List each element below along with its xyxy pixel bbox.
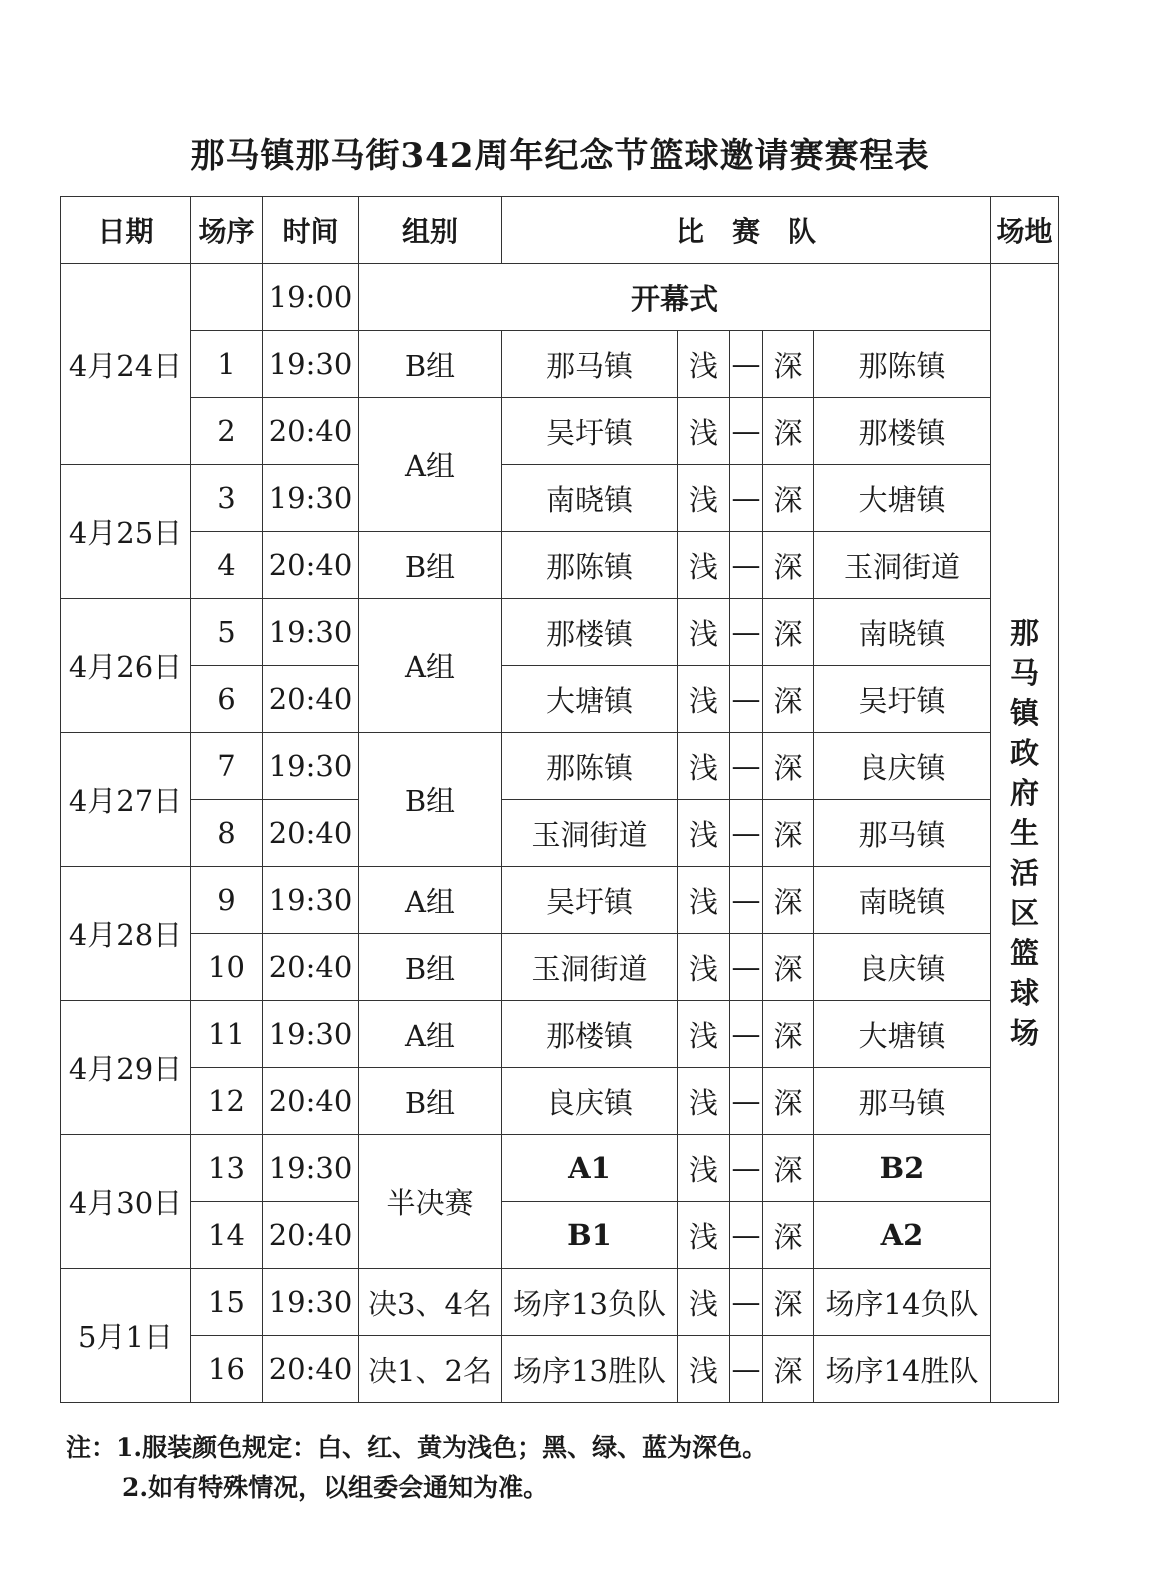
dark-label: 深 bbox=[763, 599, 814, 666]
light-label: 浅 bbox=[678, 465, 730, 532]
dash: — bbox=[730, 532, 763, 599]
dash: — bbox=[730, 1202, 763, 1269]
date-cell: 4月25日 bbox=[61, 465, 191, 599]
dark-label: 深 bbox=[763, 1001, 814, 1068]
seq-cell: 3 bbox=[191, 465, 263, 532]
venue-char: 场 bbox=[1009, 1016, 1039, 1050]
date-cell: 4月28日 bbox=[61, 867, 191, 1001]
home-team: 那陈镇 bbox=[502, 733, 678, 800]
seq-cell: 2 bbox=[191, 398, 263, 465]
away-team: A2 bbox=[814, 1202, 991, 1269]
table-row bbox=[61, 1001, 1059, 1068]
seq-cell: 5 bbox=[191, 599, 263, 666]
light-label: 浅 bbox=[678, 1001, 730, 1068]
dark-label: 深 bbox=[763, 800, 814, 867]
seq-cell: 11 bbox=[191, 1001, 263, 1068]
group-cell: B组 bbox=[359, 532, 502, 599]
group-cell: B组 bbox=[359, 1068, 502, 1135]
home-team: 那楼镇 bbox=[502, 1001, 678, 1068]
dash: — bbox=[730, 465, 763, 532]
dash: — bbox=[730, 331, 763, 398]
seq-cell: 9 bbox=[191, 867, 263, 934]
dash: — bbox=[730, 867, 763, 934]
table-row bbox=[61, 331, 1059, 398]
time-cell: 19:30 bbox=[263, 1269, 359, 1336]
away-team: 大塘镇 bbox=[814, 1001, 991, 1068]
seq-cell: 4 bbox=[191, 532, 263, 599]
date-cell: 4月27日 bbox=[61, 733, 191, 867]
away-team: 大塘镇 bbox=[814, 465, 991, 532]
group-cell: A组 bbox=[359, 599, 502, 733]
away-team: B2 bbox=[814, 1135, 991, 1202]
light-label: 浅 bbox=[678, 1068, 730, 1135]
table-row bbox=[61, 264, 1059, 331]
date-cell: 4月26日 bbox=[61, 599, 191, 733]
seq-cell: 1 bbox=[191, 331, 263, 398]
date-cell: 4月30日 bbox=[61, 1135, 191, 1269]
home-team: B1 bbox=[502, 1202, 678, 1269]
table-row bbox=[61, 1336, 1059, 1403]
table-row bbox=[61, 666, 1059, 733]
time-cell: 19:30 bbox=[263, 867, 359, 934]
venue-char: 那 bbox=[1009, 616, 1039, 650]
table-row bbox=[61, 398, 1059, 465]
venue-char: 生 bbox=[1009, 816, 1039, 850]
dark-label: 深 bbox=[763, 398, 814, 465]
header-group: 组别 bbox=[359, 197, 502, 264]
group-cell: 决1、2名 bbox=[359, 1336, 502, 1403]
dash: — bbox=[730, 800, 763, 867]
away-team: 南晓镇 bbox=[814, 867, 991, 934]
time-cell: 19:30 bbox=[263, 599, 359, 666]
seq-cell: 13 bbox=[191, 1135, 263, 1202]
light-label: 浅 bbox=[678, 331, 730, 398]
time-cell: 19:30 bbox=[263, 733, 359, 800]
home-team: 场序13负队 bbox=[502, 1269, 678, 1336]
away-team: 南晓镇 bbox=[814, 599, 991, 666]
time-cell: 20:40 bbox=[263, 1336, 359, 1403]
dash: — bbox=[730, 1068, 763, 1135]
dash: — bbox=[730, 1001, 763, 1068]
group-cell: 决3、4名 bbox=[359, 1269, 502, 1336]
home-team: 吴圩镇 bbox=[502, 867, 678, 934]
note-line-2: 2.如有特殊情况，以组委会通知为准。 bbox=[122, 1473, 549, 1502]
home-team: 玉洞街道 bbox=[502, 800, 678, 867]
notes bbox=[66, 1428, 767, 1508]
date-cell: 4月24日 bbox=[61, 264, 191, 465]
dash: — bbox=[730, 1336, 763, 1403]
time-cell: 20:40 bbox=[263, 800, 359, 867]
dark-label: 深 bbox=[763, 733, 814, 800]
home-team: 那陈镇 bbox=[502, 532, 678, 599]
group-cell: A组 bbox=[359, 1001, 502, 1068]
page-title: 那马镇那马街342周年纪念节篮球邀请赛赛程表 bbox=[190, 136, 930, 176]
away-team: 良庆镇 bbox=[814, 934, 991, 1001]
away-team: 吴圩镇 bbox=[814, 666, 991, 733]
time-cell: 20:40 bbox=[263, 1068, 359, 1135]
venue-char: 篮 bbox=[1009, 936, 1039, 970]
table-row bbox=[61, 599, 1059, 666]
venue-char: 区 bbox=[1009, 896, 1039, 930]
table-row bbox=[61, 733, 1059, 800]
table-row bbox=[61, 532, 1059, 599]
seq-cell: 15 bbox=[191, 1269, 263, 1336]
away-team: 玉洞街道 bbox=[814, 532, 991, 599]
dark-label: 深 bbox=[763, 1202, 814, 1269]
dash: — bbox=[730, 934, 763, 1001]
venue-char: 府 bbox=[1009, 776, 1039, 810]
seq-cell bbox=[191, 264, 263, 331]
away-team: 那楼镇 bbox=[814, 398, 991, 465]
away-team: 场序14胜队 bbox=[814, 1336, 991, 1403]
group-cell: B组 bbox=[359, 331, 502, 398]
light-label: 浅 bbox=[678, 532, 730, 599]
table-row bbox=[61, 1269, 1059, 1336]
light-label: 浅 bbox=[678, 934, 730, 1001]
header-date: 日期 bbox=[61, 197, 191, 264]
header-teams: 比 赛 队 bbox=[502, 197, 991, 264]
dash: — bbox=[730, 599, 763, 666]
light-label: 浅 bbox=[678, 599, 730, 666]
home-team: 玉洞街道 bbox=[502, 934, 678, 1001]
home-team: 那楼镇 bbox=[502, 599, 678, 666]
time-cell: 20:40 bbox=[263, 934, 359, 1001]
table-row bbox=[61, 867, 1059, 934]
header-venue: 场地 bbox=[991, 197, 1059, 264]
venue-char: 马 bbox=[1009, 656, 1039, 690]
time-cell: 19:30 bbox=[263, 465, 359, 532]
group-cell: A组 bbox=[359, 398, 502, 532]
seq-cell: 8 bbox=[191, 800, 263, 867]
away-team: 那马镇 bbox=[814, 1068, 991, 1135]
dash: — bbox=[730, 733, 763, 800]
header-row bbox=[61, 197, 1059, 264]
home-team: 大塘镇 bbox=[502, 666, 678, 733]
dark-label: 深 bbox=[763, 666, 814, 733]
seq-cell: 16 bbox=[191, 1336, 263, 1403]
away-team: 良庆镇 bbox=[814, 733, 991, 800]
home-team: 南晓镇 bbox=[502, 465, 678, 532]
date-cell: 4月29日 bbox=[61, 1001, 191, 1135]
dash: — bbox=[730, 666, 763, 733]
group-cell: B组 bbox=[359, 733, 502, 867]
time-cell: 19:00 bbox=[263, 264, 359, 331]
note-line-1: 注：1.服装颜色规定：白、红、黄为浅色；黑、绿、蓝为深色。 bbox=[66, 1433, 768, 1462]
venue-char: 政 bbox=[1009, 736, 1039, 770]
group-cell: B组 bbox=[359, 934, 502, 1001]
home-team: A1 bbox=[502, 1135, 678, 1202]
group-cell: A组 bbox=[359, 867, 502, 934]
table-row bbox=[61, 934, 1059, 1001]
header-seq: 场序 bbox=[191, 197, 263, 264]
time-cell: 20:40 bbox=[263, 666, 359, 733]
light-label: 浅 bbox=[678, 1135, 730, 1202]
home-team: 吴圩镇 bbox=[502, 398, 678, 465]
time-cell: 19:30 bbox=[263, 331, 359, 398]
dark-label: 深 bbox=[763, 934, 814, 1001]
light-label: 浅 bbox=[678, 398, 730, 465]
seq-cell: 7 bbox=[191, 733, 263, 800]
time-cell: 19:30 bbox=[263, 1001, 359, 1068]
away-team: 场序14负队 bbox=[814, 1269, 991, 1336]
dark-label: 深 bbox=[763, 331, 814, 398]
seq-cell: 10 bbox=[191, 934, 263, 1001]
table-row bbox=[61, 1068, 1059, 1135]
dash: — bbox=[730, 1269, 763, 1336]
seq-cell: 14 bbox=[191, 1202, 263, 1269]
dark-label: 深 bbox=[763, 1336, 814, 1403]
dark-label: 深 bbox=[763, 867, 814, 934]
light-label: 浅 bbox=[678, 1202, 730, 1269]
venue-char: 球 bbox=[1009, 976, 1039, 1010]
dash: — bbox=[730, 398, 763, 465]
dark-label: 深 bbox=[763, 1068, 814, 1135]
light-label: 浅 bbox=[678, 1336, 730, 1403]
home-team: 那马镇 bbox=[502, 331, 678, 398]
table-row bbox=[61, 465, 1059, 532]
table-row bbox=[61, 1135, 1059, 1202]
dark-label: 深 bbox=[763, 1269, 814, 1336]
light-label: 浅 bbox=[678, 733, 730, 800]
time-cell: 20:40 bbox=[263, 532, 359, 599]
dash: — bbox=[730, 1135, 763, 1202]
group-cell: 半决赛 bbox=[359, 1135, 502, 1269]
light-label: 浅 bbox=[678, 666, 730, 733]
light-label: 浅 bbox=[678, 867, 730, 934]
seq-cell: 6 bbox=[191, 666, 263, 733]
time-cell: 20:40 bbox=[263, 1202, 359, 1269]
header-time: 时间 bbox=[263, 197, 359, 264]
date-cell: 5月1日 bbox=[61, 1269, 191, 1403]
venue-char: 镇 bbox=[1009, 696, 1039, 730]
table-row bbox=[61, 800, 1059, 867]
away-team: 那马镇 bbox=[814, 800, 991, 867]
light-label: 浅 bbox=[678, 800, 730, 867]
venue-cell bbox=[991, 264, 1059, 1403]
table-row bbox=[61, 1202, 1059, 1269]
opening-ceremony: 开幕式 bbox=[359, 264, 991, 331]
light-label: 浅 bbox=[678, 1269, 730, 1336]
dark-label: 深 bbox=[763, 1135, 814, 1202]
dark-label: 深 bbox=[763, 465, 814, 532]
home-team: 场序13胜队 bbox=[502, 1336, 678, 1403]
dark-label: 深 bbox=[763, 532, 814, 599]
away-team: 那陈镇 bbox=[814, 331, 991, 398]
home-team: 良庆镇 bbox=[502, 1068, 678, 1135]
schedule-table bbox=[60, 196, 1059, 1403]
time-cell: 19:30 bbox=[263, 1135, 359, 1202]
venue-char: 活 bbox=[1009, 856, 1039, 890]
seq-cell: 12 bbox=[191, 1068, 263, 1135]
time-cell: 20:40 bbox=[263, 398, 359, 465]
